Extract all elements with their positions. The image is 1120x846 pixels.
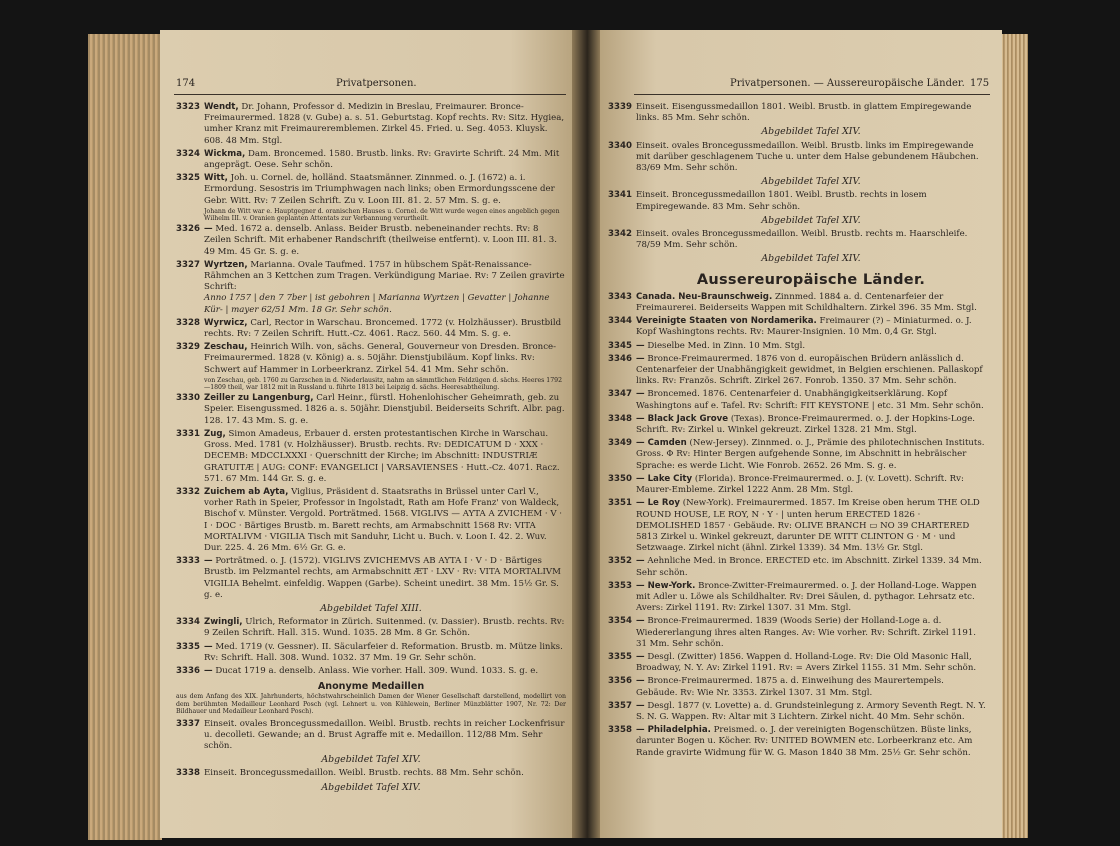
left-head-rule <box>174 94 566 95</box>
entry-text: Dr. Johann, Professor d. Medizin in Breslau, Freimaurer. Bronce-Freimaurermed. 1828 (v. Gube) a. s. 51. Geburtstag. Kopf rechts. Rv: Sitz. Hygiea, umher Kranz mit Freimaureremblemen. Zirkel 45. Fried. u. Seg. 4053. Kluysk. 608. 48 Mm. Stgl. <box>204 102 565 146</box>
entry-number: 3358 <box>608 725 632 736</box>
entry-text: Ulrich, Reformator in Zürich. Suitenmed. (v. Dassier). Brustb. rechts. Rv: 9 Zeilen Schrift. Hall. 315. Wund. 1035. 28 Mm. 8 Gr. Schön. <box>204 617 565 639</box>
entry-name: — Lake City <box>636 473 693 484</box>
entry-number: 3327 <box>176 259 200 270</box>
entry-number: 3326 <box>176 224 200 235</box>
entry-number: 3350 <box>608 473 632 484</box>
catalog-entry <box>176 768 566 779</box>
catalog-entry <box>176 666 566 677</box>
entry-number: 3339 <box>608 102 632 112</box>
entry-text: Einseit. Eisengussmedaillon 1801. Weibl. Brustb. in glattem Empiregewande links. 85 Mm. Sehr schön. <box>636 102 972 124</box>
catalog-entry <box>608 438 986 472</box>
left-running-head: Privatpersonen. <box>336 78 417 89</box>
entry-text: Heinrich Wilh. von, sächs. General, Gouverneur von Dresden. Bronce-Freimaurermed. 1828 (v. König) a. s. 50jähr. Dienstjubiläum. Kopf links. Rv: Schwert auf Hammer in Lorbeerkranz. Zirkel 54. 41 Mm. Sehr schön. <box>204 342 557 375</box>
entry-text: (New-Jersey). Zinnmed. o. J., Prämie des philotechnischen Instituts. Gross. Φ Rv: Hinter Bergen aufgehende Sonne, im Abschnitt in hebräischer Sprache: es werde Licht. Wie Fonrob. 2652. 26 Mm. S. g. e. <box>636 438 985 471</box>
entry-name: Wickma, <box>204 148 246 159</box>
entry-number: 3328 <box>176 317 200 328</box>
entry-number: 3345 <box>608 340 632 351</box>
entry-name: Zeiller zu Langenburg, <box>204 393 314 404</box>
entry-number: 3348 <box>608 413 632 424</box>
entry-text: Einseit. ovales Broncegussmedaillon. Weibl. Brustb. rechts m. Haarschleife. 78/59 Mm. Sehr schön. <box>636 229 968 251</box>
entry-text: Desgl. 1877 (v. Lovette) a. d. Grundsteinlegung z. Armory Seventh Regt. N. Y. S. N. G. Wappen. Rv: Altar mit 3 Lichtern. Zirkel nicht. 40 Mm. Sehr schön. <box>636 700 986 722</box>
entry-text: (New-York). Freimaurermed. 1857. Im Kreise oben herum THE OLD ROUND HOUSE, LE ROY, N · Y · | unten herum ERECTED 1826 · DEMOLISHED 1857 · Gebäude. Rv: OLIVE BRANCH ▭ NO 39 CHARTERED 5813 Zirkel u. Winkel gekreuzt, darunter DE WITT CLINTON G · M · und Setzwaage. Zirkel nicht (ähnl. Zirkel 1339). 34 Mm. 13½ Gr. Stgl. <box>636 498 980 554</box>
catalog-entry <box>608 340 986 352</box>
catalog-entry <box>608 140 986 175</box>
entry-text: Med. 1672 a. denselb. Anlass. Beider Brustb. nebeneinander rechts. Rv: 8 Zeilen Schrift. Mit erhabener Randschrift (theilweise entfernt). v. Loon III. 81. 3. 49 Mm. 45 Gr. S. g. e. <box>204 224 557 257</box>
entry-name: — New-York. <box>636 580 696 591</box>
catalog-entry <box>176 487 566 554</box>
entry-number: 3332 <box>176 486 200 497</box>
catalog-entry <box>608 498 986 554</box>
entry-name: Zwingli, <box>204 617 243 628</box>
entry-text: Joh. u. Cornel. de, holländ. Staatsmänner. Zinnmed. o. J. (1672) a. i. Ermordung. Sesostris im Triumphwagen nach links; oben Ermordungsscene der Gebr. Witt. Rv: 7 Zeilen Schrift. Zu v. Loon III. 81. 2. 57 Mm. S. g. e. <box>204 173 555 206</box>
entry-text: Einseit. Broncegussmedaillon 1801. Weibl. Brustb. rechts in losem Empiregewande. 83 Mm. Sehr schön. <box>636 190 927 212</box>
entry-name: Zug, <box>204 428 226 439</box>
entry-number: 3323 <box>176 102 200 112</box>
catalog-entry <box>176 393 566 427</box>
entry-number: 3324 <box>176 148 200 159</box>
entry-number: 3335 <box>176 641 200 652</box>
entry-text: Einseit. Broncegussmedaillon. Weibl. Brustb. rechts. 88 Mm. Sehr schön. <box>204 768 524 779</box>
entry-number: 3336 <box>176 665 200 676</box>
entry-name: — <box>204 665 213 676</box>
entry-number: 3351 <box>608 498 632 509</box>
entry-text: Einseit. ovales Broncegussmedaillon. Weibl. Brustb. links im Empiregewande mit darüber geschlagenem Tuche u. unter dem Halse gebundenem Häubchen. 83/69 Mm. Sehr schön. <box>636 140 979 174</box>
entry-text: Einseit. ovales Broncegussmedaillon. Weibl. Brustb. rechts in reicher Lockenfrisur u. decolleti. Gewande; an d. Brust Agraffe mit e. Medaillon. 112/88 Mm. Sehr schön. <box>204 718 565 751</box>
entry-name: Canada. Neu-Braunschweig. <box>636 291 773 302</box>
entry-name: — <box>636 389 645 400</box>
entry-text: Aehnliche Med. in Bronce. ERECTED etc. im Abschnitt. Zirkel 1339. 34 Mm. Sehr schön. <box>636 556 982 578</box>
entry-name: — <box>636 616 645 627</box>
entry-name: Zuichem ab Ayta, <box>204 486 289 497</box>
entry-text: Viglius, Präsident d. Staatsraths in Brüssel unter Carl V., vorher Rath in Speier, Professor in Ingolstadt, Rath am Hofe Franz' von Waldeck, Bischof v. Münster. Vergold. Porträtmed. 1568. VIGLIVS — AYTA A ZVICHEM · V · I · DOC · Bärtiges Brustb. m. Barett rechts, am Armabschnitt 1568 Rv: VITA MORTALIVM · VIGILIA Tisch mit Sanduhr, Licht u. Buch. v. Loon I. 42. 2. Wuv. Dur. 225. 4. 26 Mm. 6½ Gr. G. e. <box>204 486 563 553</box>
entry-name: — Camden <box>636 438 687 449</box>
left-page <box>160 30 572 838</box>
catalog-entry <box>176 224 566 258</box>
entry-name: Vereinigte Staaten von Nordamerika. <box>636 316 817 327</box>
entry-text: Ducat 1719 a. denselb. Anlass. Wie vorher. Hall. 309. Wund. 1033. S. g. e. <box>215 665 539 676</box>
catalog-entry <box>176 617 566 639</box>
section-subheading: Anonyme Medaillen <box>317 681 425 693</box>
entry-text: Dieselbe Med. in Zinn. 10 Mm. Stgl. <box>647 340 806 351</box>
catalog-entry <box>608 556 986 578</box>
entry-text: Bronce-Freimaurermed. 1876 von d. europäischen Brüdern anlässlich d. Centenarfeier der Unabhängigkeit gewidmet, in Belgien erschienen. Pallaskopf links. Rv: Französ. Schrift. Zirkel 267. Fonrob. 1350. 37 Mm. Sehr schön. <box>636 353 983 387</box>
entry-note: von Zeschau, geb. 1760 zu Garzschen in d. Niederlausitz, nahm an sämmtlichen Feldzügen d. sächs. Heeres 1792—1809 theil, war 1812 mit in Russland u. führte 1813 bei Leipzig d. sächs. Heeresabtheilung. <box>204 376 563 392</box>
entry-number: 3331 <box>176 428 200 439</box>
entry-number: 3338 <box>176 768 200 779</box>
catalog-entry <box>176 260 566 316</box>
right-running-head: Privatpersonen. — Aussereuropäische Länder. <box>730 78 965 89</box>
entry-text: Freimaurer (?) – Miniaturmed. o. J. Kopf Washingtons rechts. Rv: Maurer-Insignien. 10 Mm. 0,4 Gr. Stgl. <box>636 316 972 338</box>
catalog-entry <box>608 616 986 650</box>
entry-text: Bronce-Freimaurermed. 1875 a. d. Einweihung des Maurertempels. Gebäude. Rv: Wie Nr. 3353. Zirkel 1307. 31 Mm. Stgl. <box>636 676 944 698</box>
entry-name: — Le Roy <box>636 498 681 509</box>
plate-caption: Abgebildet Tafel XIV. <box>321 781 421 793</box>
entry-number: 3353 <box>608 580 632 591</box>
entry-text: Med. 1719 (v. Gessner). II. Säcularfeier d. Reformation. Brustb. m. Mütze links. Rv: Schrift. Hall. 308. Wund. 1032. 37 Mm. 19 Gr. Sehr schön. <box>204 641 563 663</box>
entry-number: 3354 <box>608 616 632 627</box>
entry-note: Johann de Witt war e. Hauptgegner d. oranischen Hauses u. Cornel. de Witt wurde wegen eines angeblich gegen Wilhelm III. v. Oranien geplanten Attentats zur Verbannung verurtheilt. <box>204 207 560 223</box>
entry-number: 3343 <box>608 291 632 302</box>
plate-caption: Abgebildet Tafel XIV. <box>761 253 861 265</box>
catalog-entry <box>608 316 986 338</box>
entry-text: Simon Amadeus, Erbauer d. ersten protestantischen Kirche in Warschau. Gross. Med. 1781 (v. Holzhäusser). Brustb. rechts. Rv: DEDICATUM D · XXX · DECEMB: MDCCLXXXI · Querschnitt der Kirche; im Abschnitt: INDUSTRIÆ GRATUITÆ | AUG: CONF: EVANGELICI | VARSAVIENSES · Hutt.-Cz. 4071. Racz. 571. 67 Mm. 144 Gr. S. g. e. <box>204 428 560 484</box>
catalog-entry <box>176 556 566 601</box>
entry-name: — <box>636 556 645 567</box>
entry-number: 3346 <box>608 353 632 364</box>
catalog-entry <box>608 473 986 496</box>
entry-name: — <box>636 340 645 351</box>
entry-number: 3356 <box>608 676 632 687</box>
catalog-entry <box>176 173 566 222</box>
catalog-entry <box>608 651 986 674</box>
catalog-entry <box>176 342 566 391</box>
entry-name: — <box>204 641 213 652</box>
catalog-entry <box>176 149 566 171</box>
entry-number: 3330 <box>176 393 200 404</box>
entry-text: Carl Heinr., fürstl. Hohenlohischer Geheimrath, geb. zu Speier. Eisengussmed. 1826 a. s. 50jähr. Dienstjubil. Beiderseits Schrift. Albr. pag. 128. 17. 43 Mm. S. g. e. <box>204 393 565 426</box>
book-edge-left <box>88 34 162 840</box>
left-page-number: 174 <box>176 78 196 89</box>
catalog-entry <box>176 102 566 147</box>
catalog-entry <box>176 642 566 664</box>
catalog-entry <box>608 413 986 436</box>
entry-number: 3349 <box>608 438 632 449</box>
entry-number: 3352 <box>608 556 632 567</box>
entry-name: — <box>636 353 645 364</box>
catalog-entry <box>608 102 986 124</box>
right-column <box>608 102 986 761</box>
catalog-entry <box>608 353 986 388</box>
entry-name: Wyrtzen, <box>204 259 248 270</box>
plate-caption: Abgebildet Tafel XIV. <box>321 754 421 766</box>
entry-number: 3325 <box>176 173 200 184</box>
section-note: aus dem Anfang des XIX. Jahrhunderts, höchstwahrscheinlich Damen der Wiener Gesellschaft darstellend, modellirt von dem berühmten Medailleur Leonhard Posch (vgl. Lehnert u. von Kühlewein, Berliner Münzblätter 1907, Nr. 72: Der Bildhauer und Medailleur Leonhard Posch). <box>176 693 566 716</box>
entry-text: Bronce-Zwitter-Freimaurermed. o. J. der Holland-Loge. Wappen mit Adler u. Löwe als Schildhalter. Rv: Drei Säulen, d. pythagor. Lehrsatz etc. Avers: Zirkel 1191. Rv: Zirkel 1307. 31 Mm. Stgl. <box>636 580 977 614</box>
entry-text: Dam. Broncemed. 1580. Brustb. links. Rv: Gravirte Schrift. 24 Mm. Mit angeprägt. Oese. Sehr schön. <box>204 148 560 171</box>
catalog-entry <box>176 318 566 340</box>
entry-name: — Philadelphia. <box>636 725 711 736</box>
catalog-entry <box>176 719 566 753</box>
entry-text: Bronce-Freimaurermed. 1839 (Woods Serie) der Holland-Loge a. d. Wiedererlangung ihres alten Ranges. Av: Wie vorher. Rv: Schrift. Zirkel 1191. 31 Mm. Sehr schön. <box>636 616 977 649</box>
entry-text: (Texas). Bronce-Freimaurermed. o. J. der Hopkins-Loge. Schrift. Rv: Zirkel u. Winkel gekreuzt. Zirkel 1328. 21 Mm. Stgl. <box>636 413 976 436</box>
catalog-entry <box>608 229 986 251</box>
entry-number: 3333 <box>176 556 200 567</box>
entry-number: 3344 <box>608 316 632 327</box>
catalog-entry <box>608 725 986 759</box>
entry-text: Marianna. Ovale Taufmed. 1757 in hübschem Spät-Renaissance-Rähmchen an 3 Kettchen zum Tragen. Verkündigung Mariae. Rv: 7 Zeilen gravirte Schrift: <box>204 259 565 293</box>
entry-number: 3342 <box>608 229 632 240</box>
book-gutter <box>572 30 600 838</box>
entry-text: Porträtmed. o. J. (1572). VIGLIVS ZVICHEMVS AB AYTA I · V · D · Bärtiges Brustb. im Pelzmantel rechts, am Armabschnitt ÆT · LXV · Rv: VITA MORTALIVM VIGILIA Behelmt. einfeldig. Wappen (Garbe). Scheint unedirt. 38 Mm. 15½ Gr. S. g. e. <box>204 556 561 600</box>
entry-inscription: Anno 1757 | den 7 7ber | ist gebohren | Marianna Wyrtzen | Gevatter | Johanne Kür- | mayer 62/51 Mm. 18 Gr. Sehr schön. <box>204 293 550 315</box>
plate-caption: Abgebildet Tafel XIV. <box>761 176 861 188</box>
entry-name: — <box>636 651 645 662</box>
book-edge-right <box>1000 34 1028 838</box>
right-head-rule <box>634 94 990 95</box>
entry-name: Wendt, <box>204 102 239 112</box>
plate-caption: Abgebildet Tafel XIV. <box>761 126 861 138</box>
entry-name: — <box>636 676 645 687</box>
entry-name: — Black Jack Grove <box>636 413 729 424</box>
entry-number: 3355 <box>608 651 632 662</box>
entry-text: Preismed. o. J. der vereinigten Bogenschützen. Büste links, darunter Bogen u. Köcher. Rv: UNITED BOWMEN etc. Lorbeerkranz etc. Am Rande gravirte Widmung für W. G. Mason 1840 38 Mm. 25½ Gr. Sehr schön. <box>636 725 973 758</box>
plate-caption: Abgebildet Tafel XIII. <box>320 602 422 614</box>
plate-caption: Abgebildet Tafel XIV. <box>761 214 861 226</box>
right-page <box>600 30 1002 838</box>
catalog-entry <box>608 676 986 698</box>
entry-name: Wyrwicz, <box>204 317 248 328</box>
catalog-entry <box>608 580 986 615</box>
left-column <box>176 102 566 796</box>
entry-text: Carl, Rector in Warschau. Broncemed. 1772 (v. Holzhäusser). Brustbild rechts. Rv: 7 Zeilen Schrift. Hutt.-Cz. 4061. Racz. 560. 44 Mm. S. g. e. <box>204 317 562 340</box>
entry-number: 3341 <box>608 190 632 201</box>
entry-number: 3337 <box>176 718 200 729</box>
entry-number: 3329 <box>176 342 200 353</box>
entry-name: Witt, <box>204 173 228 184</box>
catalog-entry <box>608 389 986 411</box>
entry-number: 3334 <box>176 617 200 628</box>
entry-text: Broncemed. 1876. Centenarfeier d. Unabhängigkeitserklärung. Kopf Washingtons auf e. Tafel. Rv: Schrift: FIT KEYSTONE | etc. 31 Mm. Sehr schön. <box>636 389 984 411</box>
catalog-entry <box>608 291 986 314</box>
entry-text: (Florida). Bronce-Freimaurermed. o. J. (v. Lovett). Schrift. Rv: Maurer-Embleme. Zirkel 1222 Anm. 28 Mm. Stgl. <box>636 473 964 496</box>
entry-name: — <box>204 556 213 567</box>
entry-name: — <box>204 224 213 235</box>
entry-name: — <box>636 700 645 711</box>
catalog-entry <box>608 190 986 212</box>
entry-text: Desgl. (Zwitter) 1856. Wappen d. Holland-Loge. Rv: Die Old Masonic Hall, Broadway, N. Y. Av: Zirkel 1191. Rv: = Avers Zirkel 1155. 31 Mm. Sehr schön. <box>636 651 977 674</box>
entry-number: 3347 <box>608 389 632 400</box>
entry-name: Zeschau, <box>204 342 248 353</box>
right-page-number: 175 <box>970 78 990 89</box>
entry-text: Zinnmed. 1884 a. d. Centenarfeier der Freimaurerei. Beiderseits Wappen mit Schildhaltern. Zirkel 396. 35 Mm. Stgl. <box>636 291 977 314</box>
catalog-entry <box>176 429 566 485</box>
catalog-entry <box>608 700 986 723</box>
entry-number: 3357 <box>608 700 632 711</box>
entry-number: 3340 <box>608 140 632 151</box>
section-heading: Aussereuropäische Länder. <box>696 271 926 288</box>
